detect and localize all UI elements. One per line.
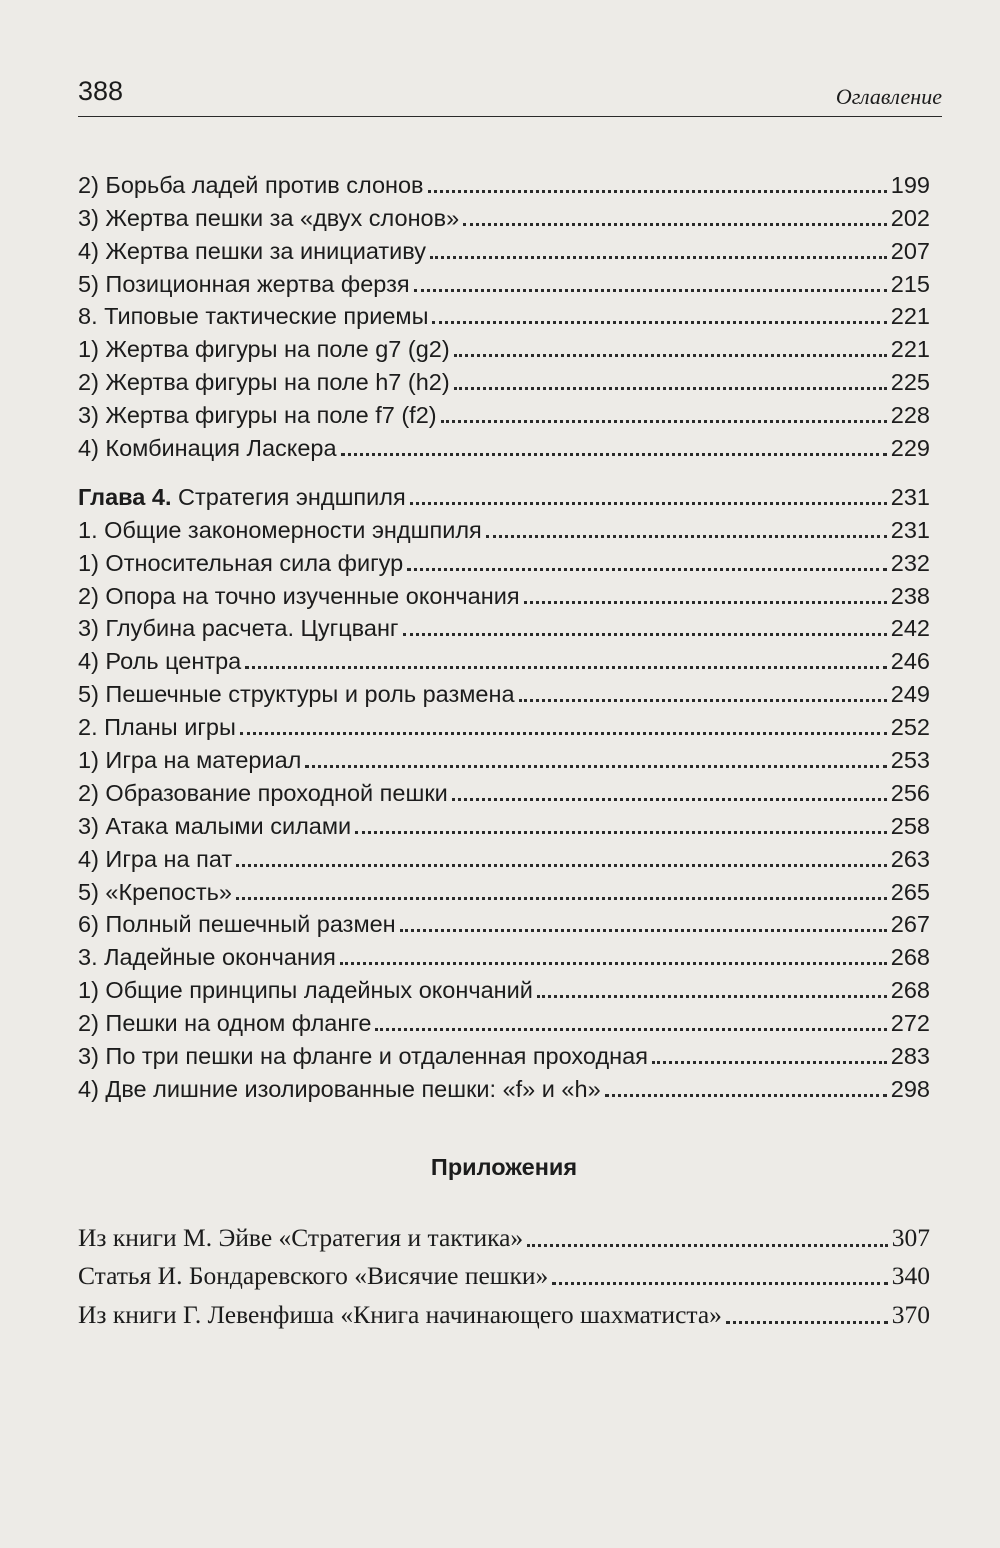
toc-entry-label: 4) Роль центра — [78, 648, 242, 675]
appendix-list — [78, 1214, 930, 1330]
toc-entry-page: 225 — [890, 369, 930, 396]
dot-leader — [407, 568, 887, 571]
toc-entry-label: 2. Планы игры — [78, 714, 236, 741]
toc-entry[interactable] — [78, 265, 930, 298]
chapter-heading-label — [78, 484, 406, 511]
toc-entry[interactable] — [78, 807, 930, 840]
dot-leader — [454, 387, 887, 390]
toc-entry[interactable] — [78, 741, 930, 774]
dot-leader — [305, 765, 886, 768]
toc-entry-page: 258 — [890, 812, 930, 839]
toc-entry-page: 231 — [890, 516, 930, 543]
dot-leader — [519, 699, 887, 702]
toc-entry[interactable] — [78, 511, 930, 544]
toc-entry-page: 272 — [890, 1010, 930, 1037]
toc-entry-page: 228 — [890, 402, 930, 429]
toc-entry-label: 3) Жертва фигуры на поле f7 (f2) — [78, 402, 437, 429]
appendix-entry-label: Статья И. Бондаревского «Висячие пешки» — [78, 1261, 549, 1290]
toc-entry[interactable] — [78, 298, 930, 331]
toc-entry-page: 207 — [890, 237, 930, 264]
toc-entry-page: 249 — [890, 681, 930, 708]
chapter-title: Стратегия эндшпиля — [171, 483, 406, 510]
toc-entry-label: 1. Общие закономерности эндшпиля — [78, 516, 482, 543]
toc-entry-page: 232 — [890, 549, 930, 576]
dot-leader — [486, 535, 887, 538]
toc-entry-page: 267 — [890, 911, 930, 938]
dot-leader — [454, 354, 887, 357]
toc-entry-page: 199 — [890, 171, 930, 198]
toc-entry-label: 5) «Крепость» — [78, 878, 232, 905]
appendix-entry-label: Из книги М. Эйве «Стратегия и тактика» — [78, 1222, 524, 1252]
toc-entry-page: 221 — [890, 303, 930, 330]
toc-entry[interactable] — [78, 577, 930, 610]
toc-entry[interactable] — [78, 906, 930, 939]
dot-leader — [463, 223, 887, 226]
toc-entry[interactable] — [78, 1004, 930, 1037]
chapter-number: Глава 4. — [78, 483, 172, 510]
toc-entry[interactable] — [78, 1037, 930, 1070]
appendix-entry[interactable] — [78, 1291, 930, 1330]
toc-entry[interactable] — [78, 610, 930, 643]
toc-entry-page: 256 — [890, 779, 930, 806]
dot-leader — [652, 1061, 887, 1064]
toc-entry[interactable] — [78, 873, 930, 906]
toc-entry-page: 229 — [890, 435, 930, 462]
toc-entry-page: 238 — [890, 582, 930, 609]
toc-entry[interactable] — [78, 429, 930, 462]
table-of-contents — [78, 166, 930, 1103]
toc-entry-page: 283 — [890, 1043, 930, 1070]
toc-entry[interactable] — [78, 840, 930, 873]
dot-leader — [441, 420, 887, 423]
dot-leader — [236, 897, 887, 900]
dot-leader — [430, 256, 887, 259]
dot-leader — [414, 289, 887, 292]
toc-entry-page: 215 — [890, 270, 930, 297]
toc-entry-label: 3) Глубина расчета. Цугцванг — [78, 615, 399, 642]
toc-entry-label: 1) Игра на материал — [78, 747, 302, 774]
toc-entry[interactable] — [78, 232, 930, 265]
toc-entry[interactable] — [78, 396, 930, 429]
toc-entry-label: 8. Типовые тактические приемы — [78, 303, 429, 330]
toc-entry[interactable] — [78, 363, 930, 396]
toc-entry[interactable] — [78, 675, 930, 708]
toc-entry-label: 1) Жертва фигуры на поле g7 (g2) — [78, 336, 450, 363]
appendix-entry[interactable] — [78, 1214, 930, 1253]
toc-entry-label: 4) Игра на пат — [78, 845, 233, 872]
toc-entry-label: 3) Жертва пешки за «двух слонов» — [78, 204, 460, 231]
dot-leader — [524, 601, 887, 604]
toc-entry-page: 221 — [890, 336, 930, 363]
toc-entry-label: 5) Позиционная жертва ферзя — [78, 270, 410, 297]
toc-entry-page: 202 — [890, 204, 930, 231]
dot-leader — [537, 995, 887, 998]
chapter-heading[interactable] — [78, 478, 930, 511]
toc-entry[interactable] — [78, 199, 930, 232]
appendix-title: Приложения — [430, 1154, 578, 1180]
appendix-entry-label: Из книги Г. Левенфиша «Книга начинающего шахматиста» — [78, 1299, 722, 1329]
toc-entry[interactable] — [78, 938, 930, 971]
dot-leader — [355, 831, 887, 834]
toc-entry-label: 6) Полный пешечный размен — [78, 911, 396, 938]
dot-leader — [428, 190, 887, 193]
dot-leader — [400, 929, 887, 932]
dot-leader — [240, 732, 887, 735]
toc-entry-page: 253 — [890, 747, 930, 774]
toc-entry[interactable] — [78, 971, 930, 1004]
dot-leader — [527, 1244, 888, 1247]
toc-entry[interactable] — [78, 544, 930, 577]
dot-leader — [605, 1094, 887, 1097]
dot-leader — [432, 321, 886, 324]
toc-entry-label: 3. Ладейные окончания — [78, 944, 336, 971]
toc-entry-page: 268 — [890, 944, 930, 971]
toc-entry-page: 298 — [890, 1075, 930, 1102]
page-number: 388 — [78, 76, 124, 106]
toc-entry-label: 5) Пешечные структуры и роль размена — [78, 681, 515, 708]
toc-entry-page: 246 — [890, 648, 930, 675]
toc-entry[interactable] — [78, 774, 930, 807]
toc-entry[interactable] — [78, 330, 930, 363]
toc-entry-label: 1) Относительная сила фигур — [78, 549, 404, 576]
toc-entry[interactable] — [78, 166, 930, 199]
dot-leader — [452, 798, 887, 801]
appendix-entry[interactable] — [78, 1253, 930, 1292]
toc-entry-label: 2) Борьба ладей против слонов — [78, 171, 424, 198]
dot-leader — [410, 502, 887, 505]
dot-leader — [552, 1282, 888, 1285]
dot-leader — [403, 633, 887, 636]
toc-entry-page: 265 — [890, 878, 930, 905]
dot-leader — [245, 666, 887, 669]
toc-entry-page: 242 — [890, 615, 930, 642]
appendix-entry-page: 307 — [891, 1222, 930, 1252]
dot-leader — [726, 1321, 888, 1324]
toc-entry[interactable] — [78, 1070, 930, 1103]
toc-entry-label: 2) Пешки на одном фланге — [78, 1010, 372, 1037]
page-header — [78, 76, 942, 117]
toc-entry-label: 2) Опора на точно изученные окончания — [78, 582, 520, 609]
toc-entry-label: 2) Жертва фигуры на поле h7 (h2) — [78, 369, 450, 396]
running-title: Оглавление — [835, 84, 942, 109]
toc-entry[interactable] — [78, 642, 930, 675]
dot-leader — [236, 864, 887, 867]
toc-entry-label: 2) Образование проходной пешки — [78, 779, 448, 806]
toc-entry-label: 3) Атака малыми силами — [78, 812, 352, 839]
appendix-entry-page: 370 — [891, 1299, 930, 1329]
toc-entry-label: 4) Две лишние изолированные пешки: «f» и «h» — [78, 1075, 601, 1102]
toc-entry-page: 252 — [890, 714, 930, 741]
toc-entry-page: 268 — [890, 977, 930, 1004]
toc-entry-label: 4) Жертва пешки за инициативу — [78, 237, 426, 264]
toc-entry-page: 231 — [890, 483, 930, 510]
dot-leader — [375, 1028, 886, 1031]
toc-entry-label: 3) По три пешки на фланге и отдаленная проходная — [78, 1043, 648, 1070]
appendix-entry-page: 340 — [891, 1261, 930, 1290]
toc-entry-page: 263 — [890, 845, 930, 872]
toc-entry-label: 1) Общие принципы ладейных окончаний — [78, 977, 533, 1004]
toc-entry-label: 4) Комбинация Ласкера — [78, 435, 337, 462]
dot-leader — [341, 453, 887, 456]
toc-entry[interactable] — [78, 708, 930, 741]
dot-leader — [340, 962, 887, 965]
